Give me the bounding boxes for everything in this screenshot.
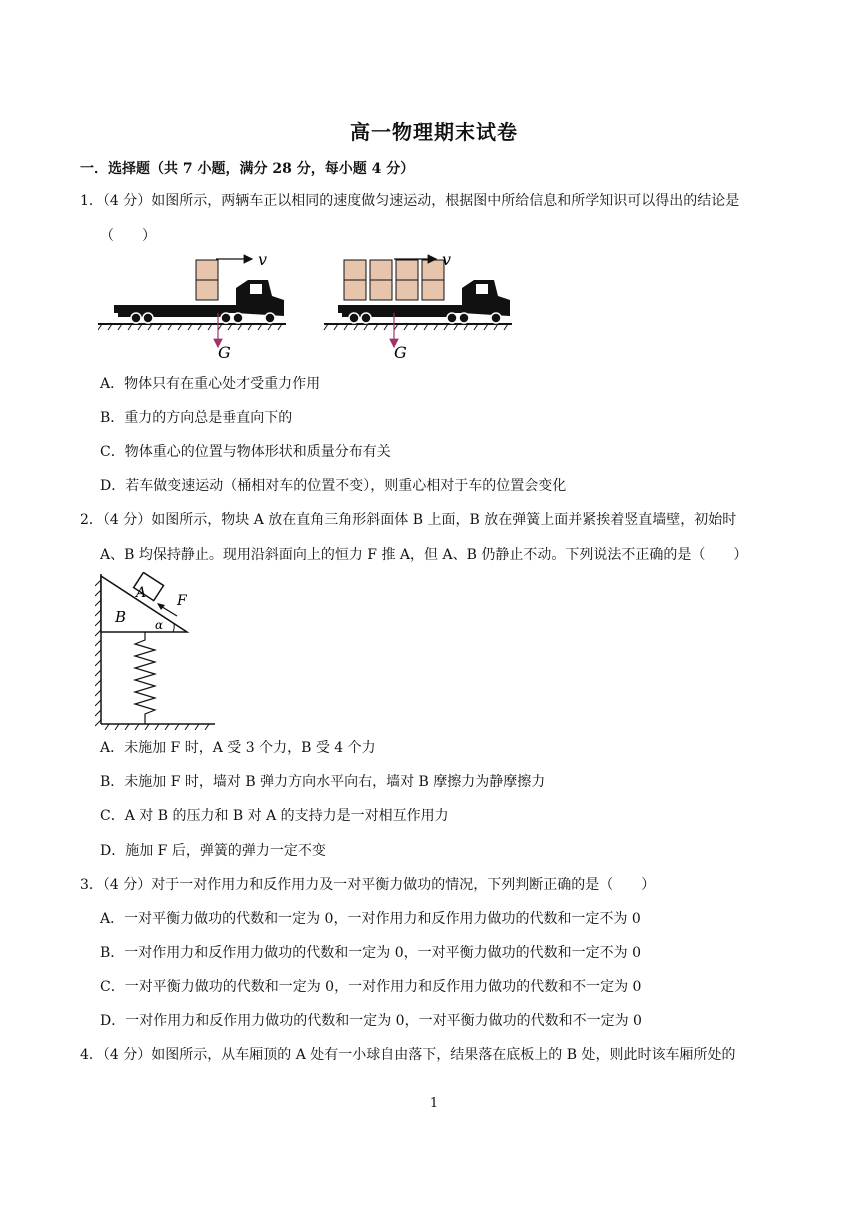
q1-trucks-figure <box>98 250 518 365</box>
v-label-1: v <box>258 250 268 269</box>
q4-stem: 4．（4 分）如图所示，从车厢顶的 A 处有一小球自由落下，结果落在底板上的 B 处，则此时该车厢所处的 <box>80 1047 736 1063</box>
truck-2 <box>324 250 512 362</box>
q3-stem: 3．（4 分）对于一对作用力和反作用力及一对平衡力做功的情况，下列判断正确的是（ ） <box>80 877 656 893</box>
v-label-2: v <box>442 250 452 269</box>
q2-option-b: B．未施加 F 时，墙对 B 弹力方向水平向右，墙对 B 摩擦力为静摩擦力 <box>100 774 546 790</box>
page-title: 高一物理期末试卷 <box>350 120 518 144</box>
q1-option-d: D．若车做变速运动（桶相对车的位置不变），则重心相对于车的位置会变化 <box>100 478 567 494</box>
q2-option-a: A．未施加 F 时，A 受 3 个力，B 受 4 个力 <box>100 740 376 756</box>
g-label-2: G <box>394 343 407 362</box>
f-label: F <box>177 593 187 609</box>
page-number: 1 <box>429 1096 439 1111</box>
q2-stem-line1: 2．（4 分）如图所示，物块 A 放在直角三角形斜面体 B 上面，B 放在弹簧上面并紧挨着竖直墙壁，初始时 <box>80 512 737 528</box>
q1-option-b: B．重力的方向总是垂直向下的 <box>100 410 293 426</box>
truck-1 <box>98 250 286 362</box>
g-label-1: G <box>218 343 231 362</box>
q3-option-d: D．一对作用力和反作用力做功的代数和一定为 0，一对平衡力做功的代数和不一定为 0 <box>100 1013 642 1029</box>
q1-option-a: A．物体只有在重心处才受重力作用 <box>100 376 321 392</box>
q1-paren: （ ） <box>100 228 156 244</box>
q1-option-c: C．物体重心的位置与物体形状和质量分布有关 <box>100 444 391 460</box>
q2-incline-figure <box>95 572 220 730</box>
q2-option-c: C．A 对 B 的压力和 B 对 A 的支持力是一对相互作用力 <box>100 808 449 824</box>
section-heading: 一．选择题（共 7 小题，满分 28 分，每小题 4 分） <box>80 161 415 177</box>
alpha-label: α <box>155 618 164 632</box>
q3-option-a: A．一对平衡力做功的代数和一定为 0，一对作用力和反作用力做功的代数和一定不为 0 <box>100 911 641 927</box>
q1-stem: 1．（4 分）如图所示，两辆车正以相同的速度做匀速运动，根据图中所给信息和所学知识可以得出的结论是 <box>80 193 740 209</box>
a-label: A <box>136 585 147 601</box>
q3-option-c: C．一对平衡力做功的代数和一定为 0，一对作用力和反作用力做功的代数和不一定为 0 <box>100 979 642 995</box>
q3-option-b: B．一对作用力和反作用力做功的代数和一定为 0，一对平衡力做功的代数和一定不为 0 <box>100 945 642 961</box>
b-label: B <box>115 608 127 626</box>
q2-option-d: D．施加 F 后，弹簧的弹力一定不变 <box>100 843 326 859</box>
q2-stem-line2: A、B 均保持静止。现用沿斜面向上的恒力 F 推 A，但 A、B 仍静止不动。下列说法不正确的是（ ） <box>100 547 748 563</box>
